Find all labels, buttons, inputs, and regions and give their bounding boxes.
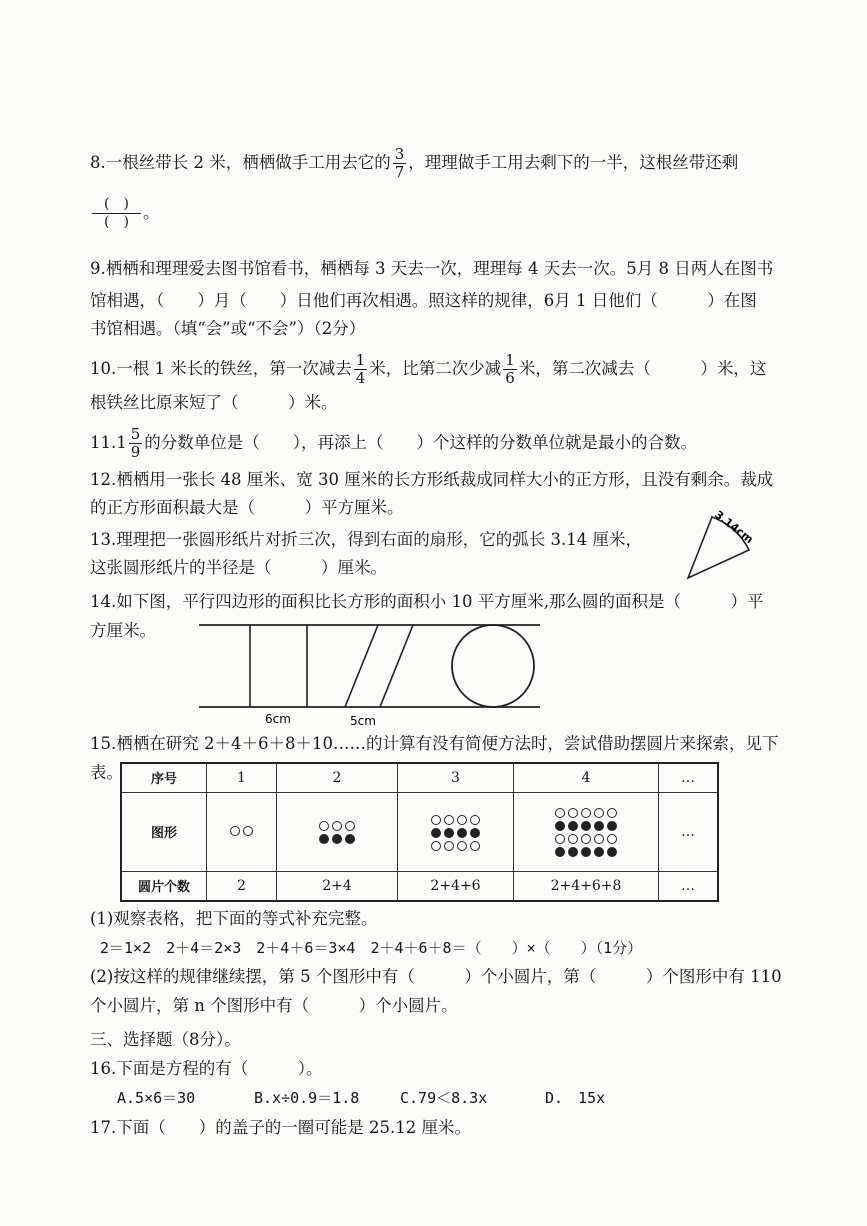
q10-text: 10.一根 1 米长的铁丝，第一次减去: [90, 359, 352, 378]
q14-line1: 14.如下图，平行四边形的面积比长方形的面积小 10 平方厘米,那么圆的面积是（ ）平: [90, 592, 764, 611]
parallelogram-base-label: 5cm: [350, 714, 376, 728]
dot: [470, 828, 480, 838]
fraction: [503, 352, 517, 387]
q15-line1: 15.栖栖在研究 2＋4＋6＋8＋10……的计算有没有简便方法时，尝试借助摆圆片来探索，见下: [90, 734, 779, 753]
q8-text-continued: ，理理做手工用去剩下的一半，这根丝带还剩: [408, 153, 739, 172]
q10-text-c: 米，第二次减去（ ）米，这: [518, 359, 767, 378]
q9-line3: 书馆相遇。（填“会”或“不会”）（2分）: [90, 319, 366, 338]
q11-line: [90, 426, 697, 461]
row-label-index: 序号: [121, 763, 207, 792]
q15-sub2-line1: (2)按这样的规律继续摆，第 5 个图形中有（ ）个小圆片，第（ ）个图形中有 110: [90, 967, 782, 986]
parallelogram-left-side: [345, 625, 378, 707]
dot: [594, 834, 604, 844]
dot: [568, 834, 578, 844]
dot: [444, 841, 454, 851]
dot: [555, 847, 565, 857]
q9-line1: 9.栖栖和理理爱去图书馆看书，栖栖每 3 天去一次，理理每 4 天去一次。5月 8 日两人在图书: [90, 259, 774, 278]
dot: [332, 821, 342, 831]
figure-cell-3: [398, 792, 514, 871]
table-cell: 2+4+6+8: [514, 871, 659, 901]
dot: [607, 821, 617, 831]
fraction-numerator: 1: [505, 351, 515, 369]
q8-answer-blank[interactable]: [90, 196, 159, 231]
dot: [457, 828, 467, 838]
q8-line1: [90, 146, 738, 181]
q15-equations: 2＝1×2 2＋4＝2×3 2＋4＋6＝3×4 2＋4＋6＋8＝（ ）×（ ）（1分）: [100, 939, 643, 957]
q11-text: 的分数单位是（ ），再添上（ ）个这样的分数单位就是最小的合数。: [144, 433, 698, 452]
rectangle-parallelogram-circle-figure: [195, 620, 545, 732]
q8-tail: 。: [142, 203, 160, 222]
fraction-numerator: 3: [394, 145, 405, 163]
dot: [607, 834, 617, 844]
dot-figure: [428, 815, 484, 851]
table-cell: 2: [207, 871, 277, 901]
dot: [431, 841, 441, 851]
q16-option-b[interactable]: B.x÷0.9＝1.8: [254, 1089, 360, 1107]
q16-stem: 16.下面是方程的有（ ）。: [90, 1059, 323, 1078]
row-label-count: 圆片个数: [121, 871, 207, 901]
dot: [319, 834, 329, 844]
q14-line2: 方厘米。: [90, 621, 156, 640]
pattern-table: [120, 762, 719, 902]
q12-line1: 12.栖栖用一张长 48 厘米、宽 30 厘米的长方形纸裁成同样大小的正方形，且没有剩余。裁成: [90, 470, 774, 489]
dot-figure: [316, 821, 358, 844]
fraction-denominator: 7: [394, 163, 405, 181]
figure-cell-1: [207, 792, 277, 871]
dot: [230, 826, 240, 836]
dot: [594, 821, 604, 831]
table-cell: …: [659, 763, 719, 792]
table-cell: 4: [514, 763, 659, 792]
q13-line1: 13.理理把一张圆形纸片对折三次，得到右面的扇形，它的弧长 3.14 厘米，: [90, 530, 642, 549]
table-cell: …: [659, 792, 719, 871]
dot: [581, 821, 591, 831]
q16-option-a[interactable]: A.5×6＝30: [117, 1089, 196, 1107]
mixed-number-whole: 1: [116, 433, 127, 452]
dot: [431, 828, 441, 838]
dot: [581, 847, 591, 857]
dot: [243, 826, 253, 836]
dot: [319, 821, 329, 831]
dot: [568, 847, 578, 857]
parallelogram-right-side: [380, 625, 413, 707]
q10-text-b: 米，比第二次少减: [369, 359, 502, 378]
dot: [555, 821, 565, 831]
dot: [555, 808, 565, 818]
q10-line1: [90, 352, 766, 387]
blank-denominator: ( ): [104, 214, 129, 230]
dot: [568, 808, 578, 818]
arc-length-label: 3.14cm: [712, 508, 756, 547]
row-label-figure: 图形: [121, 792, 207, 871]
q15-sub1: (1)观察表格，把下面的等式补充完整。: [90, 909, 378, 928]
blank-numerator: ( ): [92, 196, 141, 214]
dot: [581, 834, 591, 844]
fraction: [393, 146, 407, 181]
answer-fraction-blank[interactable]: [92, 196, 141, 231]
q12-line2: 的正方形面积最大是（ ）平方厘米。: [90, 498, 404, 517]
dot: [568, 821, 578, 831]
table-cell: 1: [207, 763, 277, 792]
q11-number: 11.: [90, 433, 117, 452]
table-row: [121, 763, 718, 792]
fraction: [129, 426, 143, 461]
dot: [607, 808, 617, 818]
dot: [470, 841, 480, 851]
q8-text: 8.一根丝带长 2 米，栖栖做手工用去它的: [90, 153, 391, 172]
table-row: [121, 871, 718, 901]
dot: [431, 815, 441, 825]
dot: [345, 834, 355, 844]
q16-option-c[interactable]: C.79＜8.3x: [400, 1089, 488, 1107]
dot: [581, 808, 591, 818]
dot: [444, 828, 454, 838]
circle-shape: [452, 625, 534, 707]
table-cell: 2+4+6: [398, 871, 514, 901]
dot: [457, 815, 467, 825]
dot: [444, 815, 454, 825]
q17-stem: 17.下面（ ）的盖子的一圈可能是 25.12 厘米。: [90, 1118, 471, 1137]
q15-line2: 表。: [90, 763, 123, 782]
dot: [457, 841, 467, 851]
dot: [332, 834, 342, 844]
dot: [607, 847, 617, 857]
section-heading: 三、选择题（8分）。: [90, 1030, 241, 1049]
fraction: [354, 352, 368, 387]
q9-line2: 馆相遇，（ ）月（ ）日他们再次相遇。照这样的规律，6月 1 日他们（ ）在图: [90, 291, 757, 310]
fraction-numerator: 5: [130, 425, 141, 443]
q16-option-d[interactable]: D. 15x: [545, 1089, 606, 1107]
fraction-denominator: 6: [505, 369, 515, 387]
dot: [345, 821, 355, 831]
figure-cell-4: [514, 792, 659, 871]
table-row: [121, 792, 718, 871]
q10-line2: 根铁丝比原来短了（ ）米。: [90, 393, 338, 412]
table-cell: 2: [277, 763, 398, 792]
dot: [594, 847, 604, 857]
table-cell: …: [659, 871, 719, 901]
fraction-denominator: 4: [355, 369, 366, 387]
fraction-denominator: 9: [130, 443, 141, 461]
rectangle-width-label: 6cm: [265, 712, 291, 726]
q13-line2: 这张圆形纸片的半径是（ ）厘米。: [90, 558, 387, 577]
table-cell: 2+4: [277, 871, 398, 901]
dot: [470, 815, 480, 825]
figure-cell-2: [277, 792, 398, 871]
dot: [555, 834, 565, 844]
dot-figure: [552, 808, 621, 857]
q15-sub2-line2: 个小圆片，第 n 个图形中有（ ）个小圆片。: [90, 996, 458, 1015]
table-cell: 3: [398, 763, 514, 792]
dot-figure: [227, 826, 257, 836]
sector-figure: [672, 504, 762, 584]
fraction-numerator: 1: [355, 351, 366, 369]
dot: [594, 808, 604, 818]
